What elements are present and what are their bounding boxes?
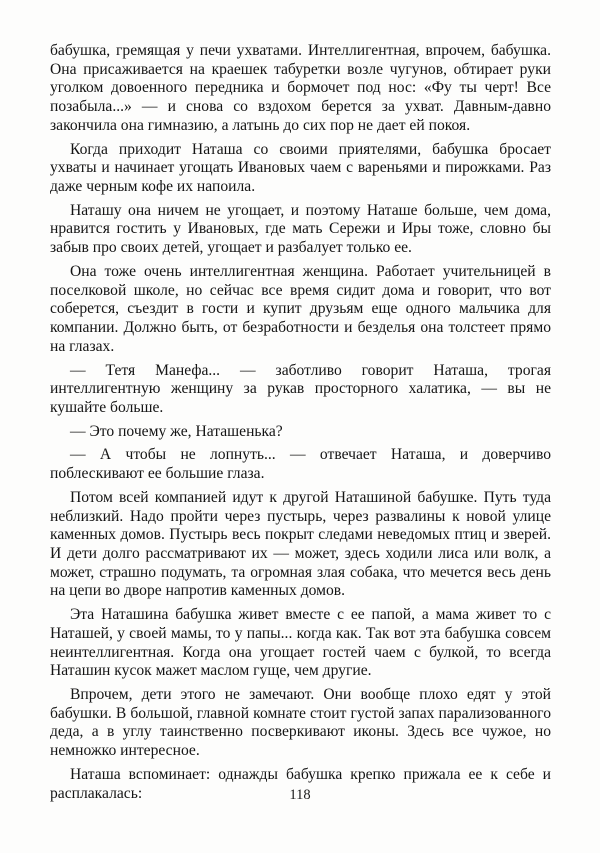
paragraph: Она тоже очень интеллигентная женщина. Работает учительницей в поселковой школе, но сейчас все время сидит дома и говорит, что вот соберется, съездит в гости и купит друзьям еще одного мальчика для компании. Должно быть, от безработности и безделья она толстеет прямо на глазах. bbox=[50, 262, 551, 355]
paragraph: Наташу она ничем не угощает, и поэтому Наташе больше, чем дома, нравится гостить у Ивановых, где мать Сережи и Иры тоже, словно бы забыв про своих детей, угощает и разбалует только ее. bbox=[50, 201, 551, 257]
paragraph: Эта Наташина бабушка живет вместе с ее папой, а мама живет то с Наташей, у своей мамы, то у папы... когда как. Так вот эта бабушка совсем неинтеллигентная. Когда она угощает гостей чаем с булкой, то всегда Наташин кусок мажет маслом гуще, чем другие. bbox=[50, 606, 551, 680]
body-text bbox=[50, 42, 551, 808]
paragraph: — Тетя Манефа... — заботливо говорит Наташа, трогая интеллигентную женщину за рукав просторного халатика, — вы не кушайте больше. bbox=[50, 361, 551, 416]
paragraph: — Это почему же, Наташенька? bbox=[70, 422, 283, 440]
paragraph: — А чтобы не лопнуть... — отвечает Наташа, и доверчиво поблескивают ее большие глаза. bbox=[50, 446, 551, 483]
paragraph: Потом всей компанией идут к другой Наташиной бабушке. Путь туда неблизкий. Надо пройти через пустырь, через развалины к новой улице каменных домов. Пустырь весь покрыт следами неведомых птиц и зверей. И дети долго рассматривают их — может, здесь ходили лиса или волк, а может, страшно подумать, та огромная злая собака, что мечется весь день на цепи во дворе напротив каменных домов. bbox=[50, 488, 551, 600]
page-number: 118 bbox=[289, 787, 311, 803]
paragraph: Впрочем, дети этого не замечают. Они вообще плохо едят у этой бабушки. В большой, главной комнате стоит густой запах парализованного деда, а в углу таинственно посверкивают иконы. Здесь все чужое, но немножко интересное. bbox=[50, 686, 551, 760]
paragraph: Когда приходит Наташа со своими приятелями, бабушка бросает ухваты и начинает угощать Ивановых чаем с вареньями и пирожками. Раз даже черным кофе их напоила. bbox=[50, 140, 551, 196]
paragraph: Наташа вспоминает: однажды бабушка крепко прижала ее к себе и расплакалась: bbox=[50, 765, 551, 802]
paragraph: бабушка, гремящая у печи ухватами. Интеллигентная, впрочем, бабушка. Она присаживается на краешек табуретки возле чугунов, обтирает руки уголком довоенного передника и бормочет под нос: «Фу ты черт! Все позабыла...» — и снова со вздохом берется за ухват. Давным-давно закончила она гимназию, а латынь до сих пор не дает ей покоя. bbox=[50, 42, 551, 134]
